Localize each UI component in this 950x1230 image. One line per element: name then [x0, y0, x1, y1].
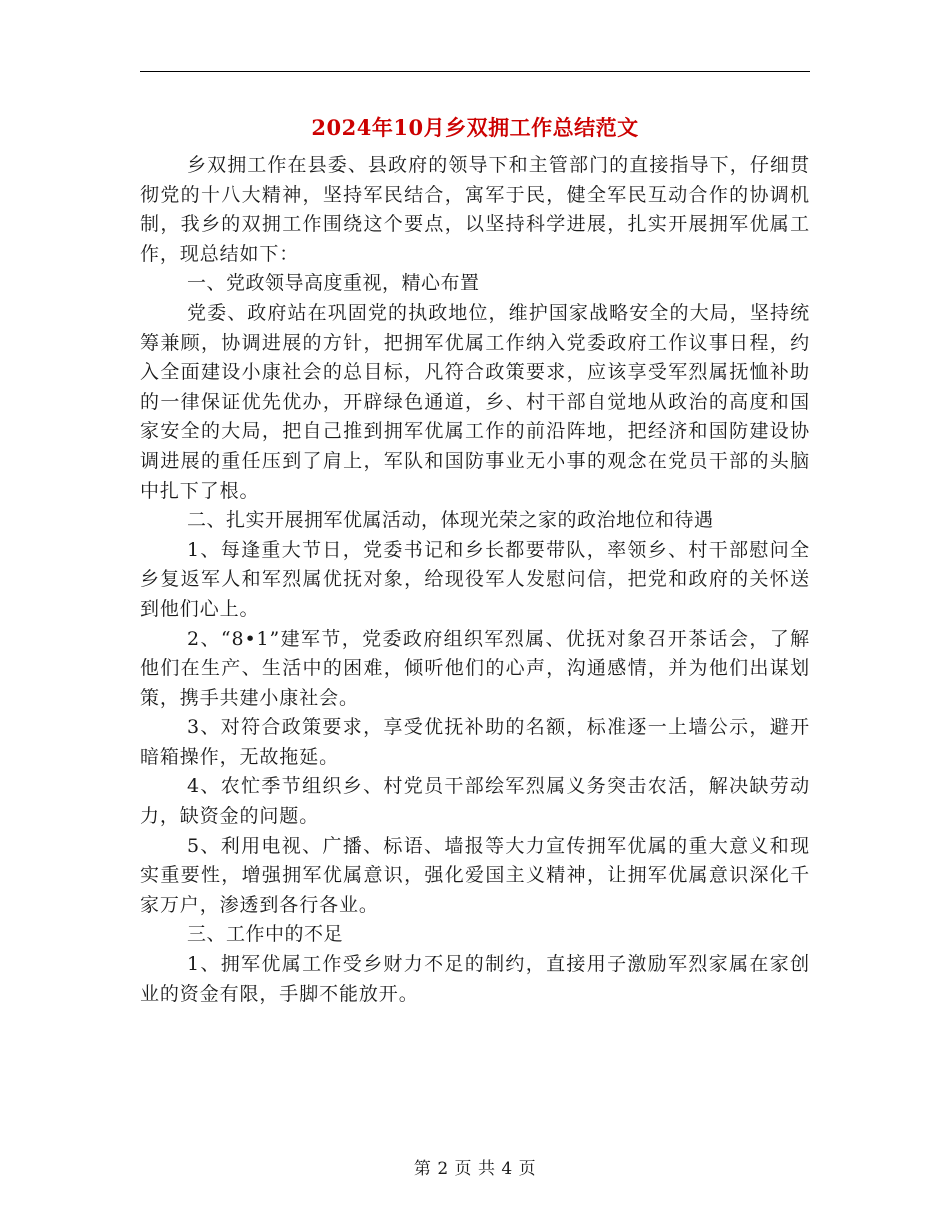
section-2-item-1: 1、每逢重大节日，党委书记和乡长都要带队，率领乡、村干部慰问全乡复返军人和军烈属优抚对象，给现役军人发慰问信，把党和政府的关怀送到他们心上。	[140, 538, 810, 620]
intro-paragraph: 乡双拥工作在县委、县政府的领导下和主管部门的直接指导下，仔细贯彻党的十八大精神，坚持军民结合，寓军于民，健全军民互动合作的协调机制，我乡的双拥工作围绕这个要点，以坚持科学进展，扎实开展拥军优属工作，现总结如下：	[140, 154, 810, 265]
section-2-item-5: 5、利用电视、广播、标语、墙报等大力宣传拥军优属的重大意义和现实重要性，增强拥军优属意识，强化爱国主义精神，让拥军优属意识深化千家万户，渗透到各行各业。	[140, 834, 810, 916]
document-body	[140, 151, 810, 1009]
section-heading-2: 二、扎实开展拥军优属活动，体现光荣之家的政治地位和待遇	[187, 509, 714, 532]
section-heading-3: 三、工作中的不足	[187, 923, 344, 946]
header-rule	[140, 71, 810, 72]
document-title: 2024年10月乡双拥工作总结范文	[311, 115, 639, 140]
section-heading-1: 一、党政领导高度重视，精心布置	[187, 272, 480, 295]
page-number-footer: 第 2 页 共 4 页	[413, 1159, 537, 1179]
section-2-item-2: 2、“8•1”建军节，党委政府组织军烈属、优抚对象召开茶话会，了解他们在生产、生活中的困难，倾听他们的心声，沟通感情，并为他们出谋划策，携手共建小康社会。	[140, 627, 810, 709]
section-3-item-1: 1、拥军优属工作受乡财力不足的制约，直接用子激励军烈家属在家创业的资金有限，手脚不能放开。	[140, 953, 810, 1005]
section-2-item-4: 4、农忙季节组织乡、村党员干部绘军烈属义务突击农活，解决缺劳动力，缺资金的问题。	[140, 775, 810, 828]
section-1-paragraph: 党委、政府站在巩固党的执政地位，维护国家战略安全的大局，坚持统筹兼顾，协调进展的方针，把拥军优属工作纳入党委政府工作议事日程，约入全面建设小康社会的总目标，凡符合政策要求，应该享受军烈属抚恤补助的一律保证优先优办，开辟绿色通道，乡、村干部自觉地从政治的高度和国家安全的大局，把自己推到拥军优属工作的前沿阵地，把经济和国防建设协调进展的重任压到了肩上，军队和国防事业无小事的观念在党员干部的头脑中扎下了根。	[140, 301, 810, 502]
section-2-item-3: 3、对符合政策要求，享受优抚补助的名额，标准逐一上墙公示，避开暗箱操作，无故拖延。	[140, 716, 810, 768]
